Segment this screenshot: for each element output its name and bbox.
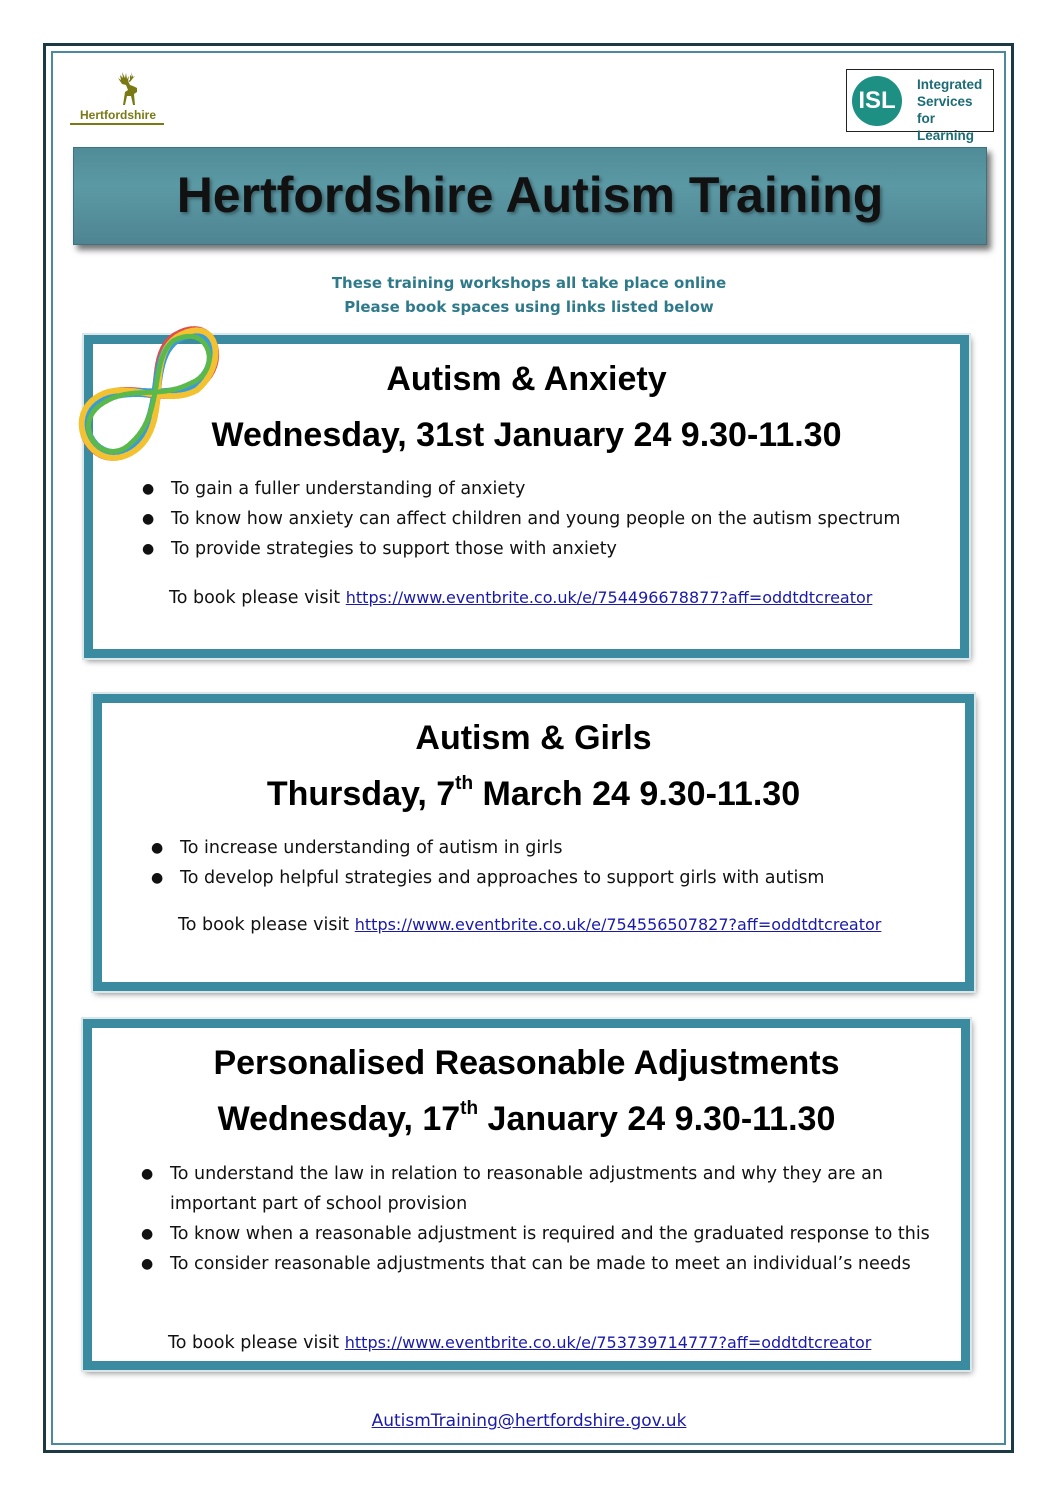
list-item-text: To increase understanding of autism in girls (180, 838, 563, 858)
workshop-title: Autism & Girls (415, 719, 652, 757)
list-item (139, 1219, 939, 1249)
booking-link[interactable]: https://www.eventbrite.co.uk/e/754496678877?aff=oddtdtcreator (345, 588, 873, 607)
workshop-date (102, 775, 965, 814)
booking-link[interactable]: https://www.eventbrite.co.uk/e/754556507827?aff=oddtdtcreator (354, 915, 882, 934)
infinity-ribbon-icon (55, 297, 225, 472)
list-item (140, 534, 940, 564)
booking-label: To book please visit (178, 915, 355, 935)
list-item-text: To provide strategies to support those with anxiety (171, 539, 617, 559)
booking-line (169, 588, 872, 608)
list-item-text: To gain a fuller understanding of anxiety (171, 479, 526, 499)
isl-logo (846, 69, 994, 143)
booking-label: To book please visit (168, 1333, 345, 1353)
date-text: Wednesday, 31st January 24 9.30-11.30 (211, 416, 842, 454)
list-item-text: To understand the law in relation to reasonable adjustments and why they are an important part of school provision (170, 1164, 883, 1214)
list-item-text: To know when a reasonable adjustment is required and the graduated response to this (170, 1224, 930, 1244)
date-text-suffix: January 24 9.30-11.30 (478, 1100, 836, 1138)
list-item (140, 474, 940, 504)
booking-link[interactable]: https://www.eventbrite.co.uk/e/753739714777?aff=oddtdtcreator (344, 1333, 872, 1352)
workshop-title: Personalised Reasonable Adjustments (213, 1044, 840, 1082)
booking-line (178, 915, 881, 935)
bullet-icon: ● (151, 870, 164, 886)
list-item (139, 1159, 939, 1219)
booking-label: To book please visit (169, 588, 346, 608)
list-item (149, 863, 949, 893)
bullet-icon: ● (141, 1256, 154, 1272)
date-text: Thursday, 7 (266, 775, 456, 813)
workshop-card-girls (93, 694, 974, 991)
hertfordshire-underline (70, 123, 164, 125)
bullet-icon: ● (151, 840, 164, 856)
workshop-title: Autism & Anxiety (386, 360, 667, 398)
isl-mark: ISL (852, 76, 902, 126)
list-item-text: To develop helpful strategies and approaches to support girls with autism (180, 868, 825, 888)
date-superscript: th (455, 773, 474, 794)
list-item (139, 1249, 939, 1279)
bullet-icon: ● (141, 1226, 154, 1242)
title-banner (73, 147, 987, 245)
page-title: Hertfordshire Autism Training (176, 167, 884, 223)
contact-email-link[interactable]: AutismTraining@hertfordshire.gov.uk (371, 1411, 687, 1431)
date-text-suffix: March 24 9.30-11.30 (473, 775, 801, 813)
list-item (149, 833, 949, 863)
bullet-icon: ● (141, 1166, 154, 1182)
date-text: Wednesday, 17 (217, 1100, 461, 1138)
objectives-list (140, 474, 940, 564)
objectives-list (149, 833, 949, 893)
intro-line-1: These training workshops all take place online (331, 274, 727, 292)
bullet-icon: ● (142, 481, 155, 497)
list-item-text: To know how anxiety can affect children and young people on the autism spectrum (171, 509, 901, 529)
date-superscript: th (460, 1098, 479, 1119)
footer-contact (0, 1411, 1058, 1431)
list-item (140, 504, 940, 534)
booking-line (168, 1333, 871, 1353)
workshop-date (92, 1100, 961, 1139)
bullet-icon: ● (142, 511, 155, 527)
intro-line-2: Please book spaces using links listed below (344, 298, 714, 316)
hertfordshire-wordmark: Hertfordshire (79, 108, 156, 122)
list-item-text: To consider reasonable adjustments that can be made to meet an individual’s needs (170, 1254, 911, 1274)
workshop-card-adjustments (83, 1019, 970, 1370)
objectives-list (139, 1159, 939, 1279)
hart-icon (113, 70, 143, 108)
isl-wordmark: Integrated Services for Learning (917, 77, 983, 143)
bullet-icon: ● (142, 541, 155, 557)
hertfordshire-logo (68, 70, 168, 126)
